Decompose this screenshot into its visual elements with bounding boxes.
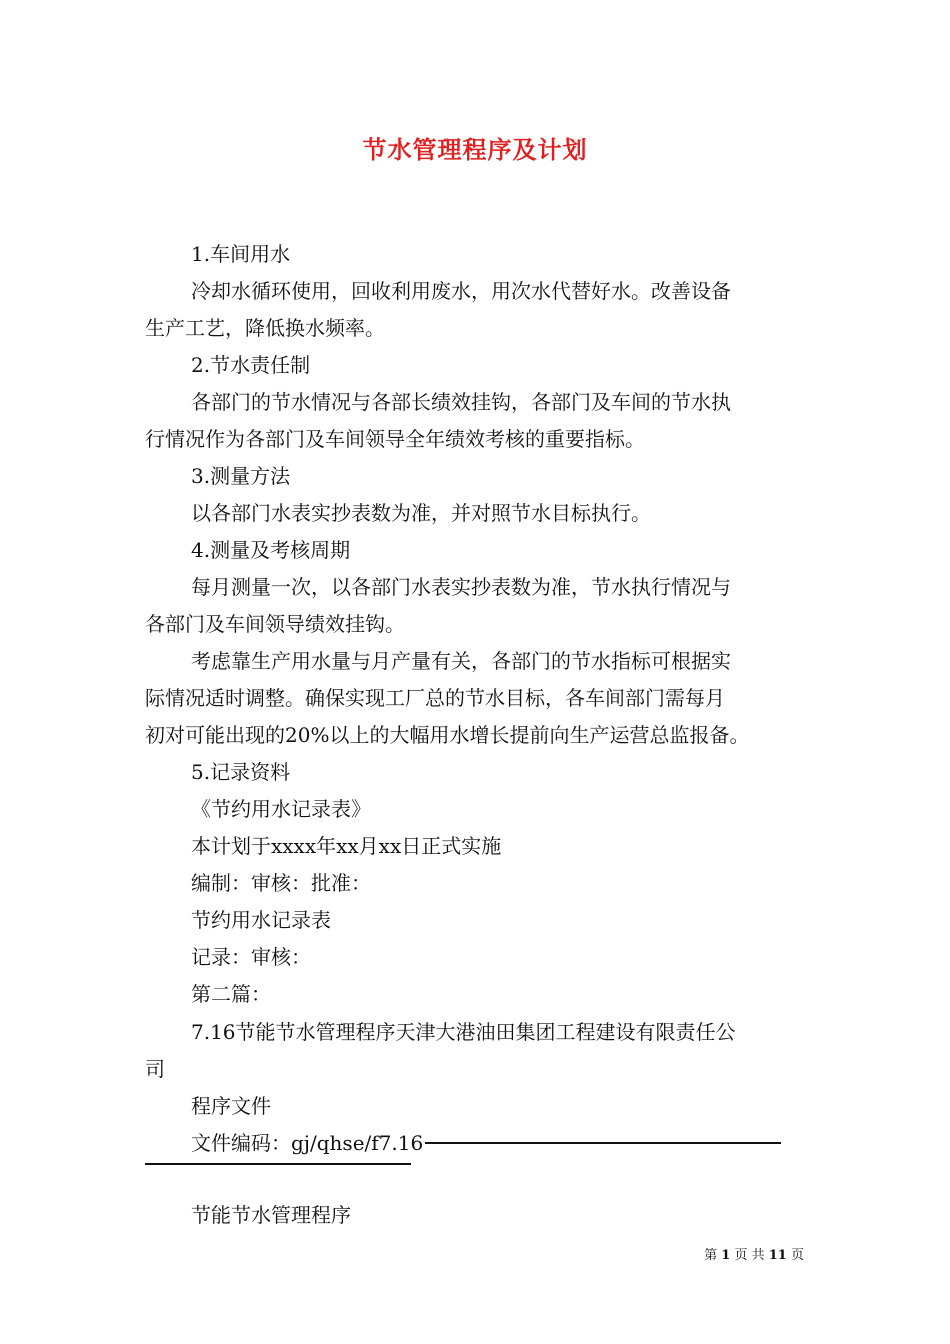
document-title: 节水管理程序及计划 xyxy=(362,135,588,164)
approval-line: 编制：审核：批准： xyxy=(191,871,371,895)
record-signature-line: 记录：审核： xyxy=(191,945,311,969)
paragraph-line: 考虑靠生产用水量与月产量有关，各部门的节水指标可根据实 xyxy=(191,649,731,673)
paragraph-line: 各部门及车间领导绩效挂钩。 xyxy=(145,612,405,636)
paragraph-line: 7.16节能节水管理程序天津大港油田集团工程建设有限责任公 xyxy=(191,1020,736,1044)
record-form-name: 节约用水记录表 xyxy=(191,908,331,932)
paragraph-line: 生产工艺，降低换水频率。 xyxy=(145,316,385,340)
chapter-two-label: 第二篇： xyxy=(191,982,271,1006)
file-code-text: 文件编码：gj/qhse/f7.16 xyxy=(191,1131,424,1155)
total-pages: 11 xyxy=(768,1248,787,1263)
section-heading-5: 5.记录资料 xyxy=(191,760,291,784)
page-footer xyxy=(704,1247,804,1265)
effective-date-line: 本计划于xxxx年xx月xx日正式实施 xyxy=(191,834,502,858)
footer-suffix: 页 xyxy=(790,1248,804,1263)
footer-prefix: 第 xyxy=(704,1248,718,1263)
paragraph-line: 行情况作为各部门及车间领导全年绩效考核的重要指标。 xyxy=(145,427,645,451)
file-code-line xyxy=(191,1128,781,1158)
paragraph-line: 际情况适时调整。确保实现工厂总的节水目标，各车间部门需每月 xyxy=(145,686,725,710)
file-code-rule xyxy=(425,1142,781,1144)
paragraph-line: 以各部门水表实抄表数为准，并对照节水目标执行。 xyxy=(191,501,651,525)
section-heading-2: 2.节水责任制 xyxy=(191,353,311,377)
underline-rule xyxy=(145,1163,411,1165)
record-form-title: 《节约用水记录表》 xyxy=(191,797,371,821)
section-heading-3: 3.测量方法 xyxy=(191,464,291,488)
paragraph-line: 冷却水循环使用，回收利用废水，用次水代替好水。改善设备 xyxy=(191,279,731,303)
section-title-line: 节能节水管理程序 xyxy=(191,1203,351,1227)
section-heading-4: 4.测量及考核周期 xyxy=(191,538,351,562)
paragraph-line: 初对可能出现的20%以上的大幅用水增长提前向生产运营总监报备。 xyxy=(145,723,750,747)
paragraph-line: 各部门的节水情况与各部长绩效挂钩，各部门及车间的节水执 xyxy=(191,390,731,414)
paragraph-line: 司 xyxy=(145,1057,165,1081)
section-heading-1: 1.车间用水 xyxy=(191,242,291,266)
paragraph-line: 每月测量一次，以各部门水表实抄表数为准，节水执行情况与 xyxy=(191,575,731,599)
footer-middle: 页 共 xyxy=(734,1248,765,1263)
current-page-number: 1 xyxy=(721,1248,731,1263)
program-file-label: 程序文件 xyxy=(191,1094,271,1118)
